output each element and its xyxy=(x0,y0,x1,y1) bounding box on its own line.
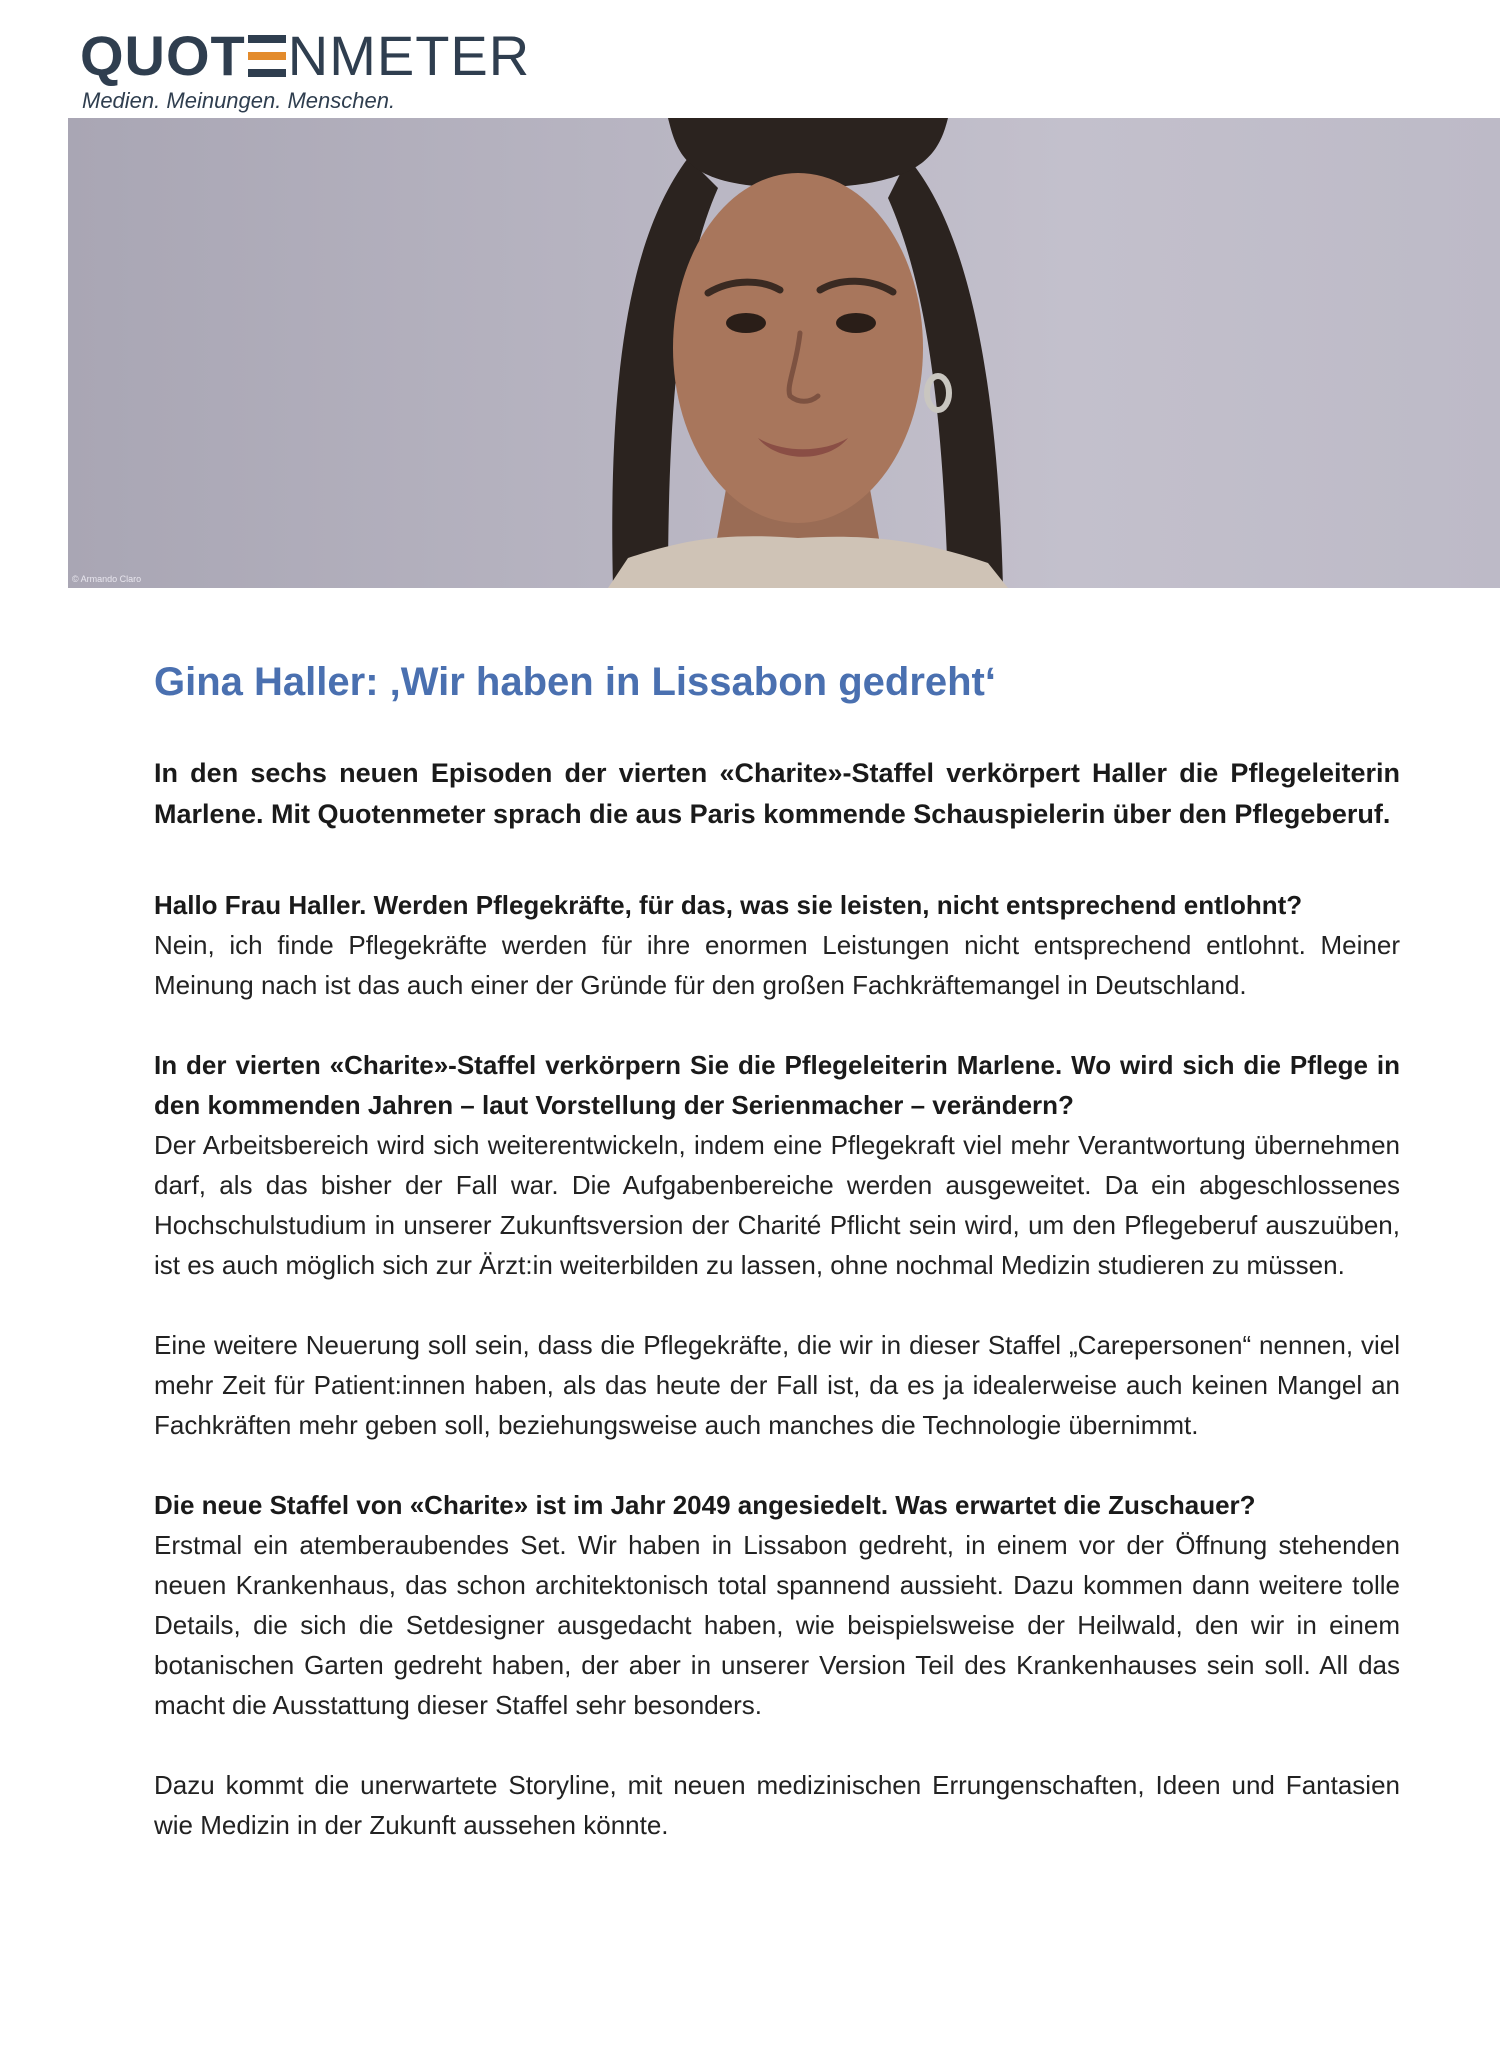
hero-image xyxy=(68,118,1500,588)
interview-question: Die neue Staffel von «Charite» ist im Jahr 2049 angesiedelt. Was erwartet die Zuschauer? xyxy=(154,1490,1256,1520)
interview-answer: Dazu kommt die unerwartete Storyline, mit neuen medizinischen Errungenschaften, Ideen und Fantasien wie Medizin in der Zukunft aussehen könnte. xyxy=(154,1770,1400,1840)
interview-answer: Der Arbeitsbereich wird sich weiterentwickeln, indem eine Pflegekraft viel mehr Verantwortung übernehmen darf, als das bisher der Fall war. Die Aufgabenbereiche werden ausgeweitet. Da ein abgeschlossenes Hochschulstudium in unserer Zukunftsversion der Charité Pflicht sein wird, um den Pflegeberuf auszuüben, ist es auch möglich sich zur Ärzt:in weiterbilden zu lassen, ohne nochmal Medizin studieren zu müssen. xyxy=(154,1130,1400,1280)
article-lead: In den sechs neuen Episoden der vierten «Charite»-Staffel verkörpert Haller die Pflegeleiterin Marlene. Mit Quotenmeter sprach die aus Paris kommende Schauspielerin über den Pflegeberuf. xyxy=(154,758,1400,829)
interview-answer: Erstmal ein atemberaubendes Set. Wir haben in Lissabon gedreht, in einem vor der Öffnung stehenden neuen Krankenhaus, das schon architektonisch total spannend aussieht. Dazu kommen dann weitere tolle Details, die sich die Setdesigner ausgedacht haben, wie beispielsweise der Heilwald, den wir in einem botanischen Garten gedreht haben, der aber in unserer Version Teil des Krankenhauses sein soll. All das macht die Ausstattung dieser Staffel sehr besonders. xyxy=(154,1530,1400,1720)
interview-answer: Nein, ich finde Pflegekräfte werden für ihre enormen Leistungen nicht entsprechend entlohnt. Meiner Meinung nach ist das auch einer der Gründe für den großen Fachkräftemangel in Deutschland. xyxy=(154,930,1400,1000)
interview-question: In der vierten «Charite»-Staffel verkörpern Sie die Pflegeleiterin Marlene. Wo wird sich die Pflege in den kommenden Jahren – laut Vorstellung der Serienmacher – verändern? xyxy=(154,1050,1400,1120)
logo-e-icon xyxy=(248,35,286,77)
photo-credit: © Armando Claro xyxy=(72,574,142,584)
logo-wordmark-bold: QUOT xyxy=(80,24,246,87)
interview-question: Hallo Frau Haller. Werden Pflegekräfte, für das, was sie leisten, nicht entsprechend entlohnt? xyxy=(154,890,1303,920)
logo-slogan: Medien. Meinungen. Menschen. xyxy=(82,88,396,113)
interview-answer: Eine weitere Neuerung soll sein, dass die Pflegekräfte, die wir in dieser Staffel „Carepersonen“ nennen, viel mehr Zeit für Patient:innen haben, als das heute der Fall ist, da es ja idealerweise auch keinen Mangel an Fachkräften mehr geben soll, beziehungsweise auch manches die Technologie übernimmt. xyxy=(154,1330,1400,1440)
article-headline: Gina Haller: ‚Wir haben in Lissabon gedreht‘ xyxy=(154,660,996,704)
article xyxy=(154,655,1400,1885)
logo-wordmark xyxy=(80,24,531,87)
logo-wordmark-light: NMETER xyxy=(287,24,531,87)
portrait-photo-icon xyxy=(68,118,1500,588)
site-logo[interactable] xyxy=(80,24,531,118)
